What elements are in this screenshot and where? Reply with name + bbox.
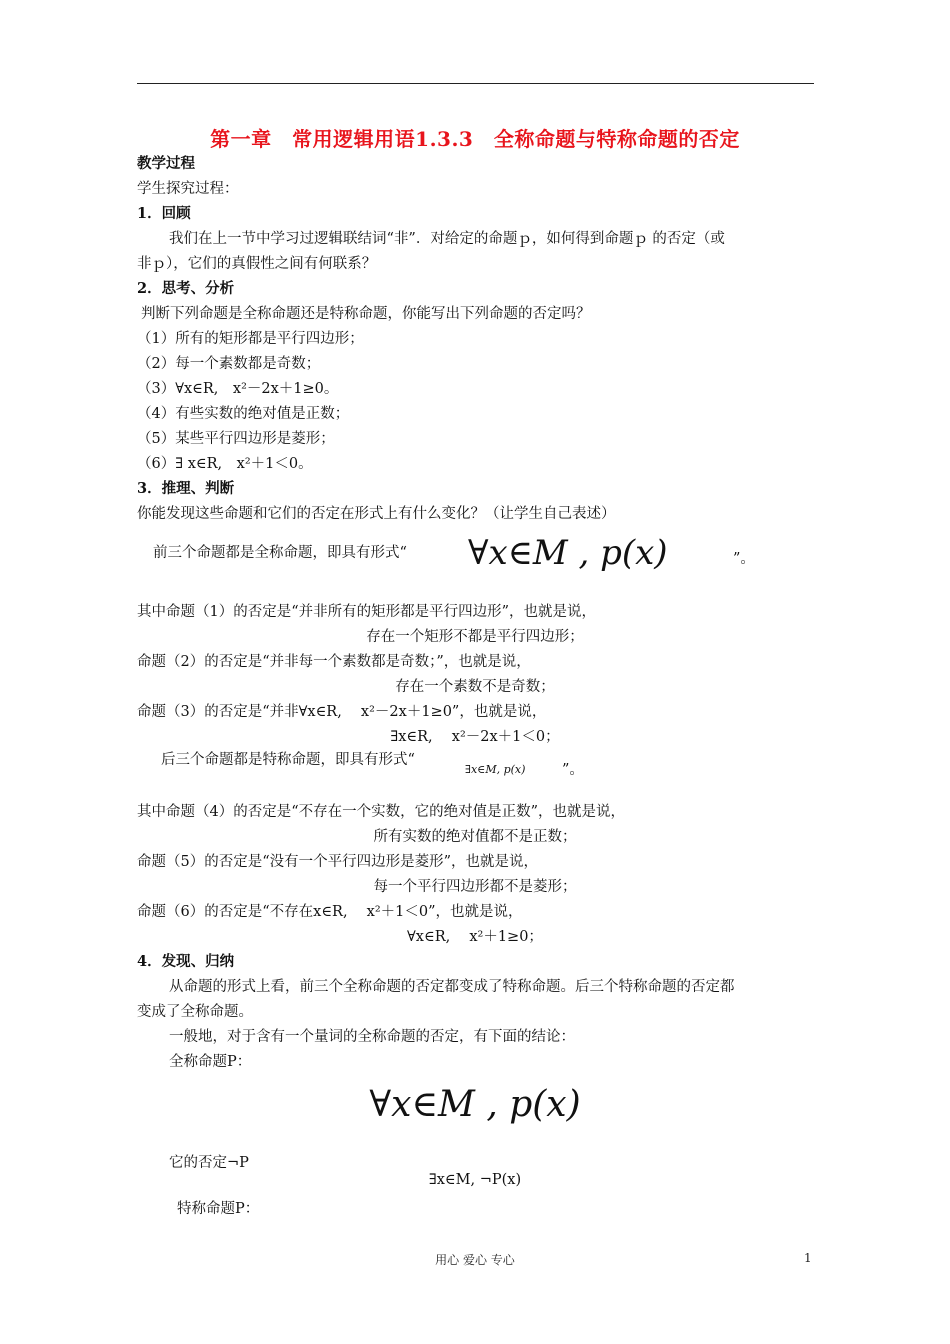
- last-three-post: ”。: [562, 762, 584, 778]
- page-number: 1: [804, 1251, 812, 1265]
- think-intro: 判断下列命题是全称命题还是特称命题，你能写出下列命题的否定吗？: [141, 306, 591, 322]
- negation-3-a: 命题（3）的否定是“并非∀x∈R, x²－2x＋1≥0”，也就是说，: [137, 704, 547, 720]
- negation-5-b: 每一个平行四边形都不是菱形；: [373, 879, 577, 895]
- negation-1-b: 存在一个矩形不都是平行四边形；: [366, 629, 584, 645]
- negation-3-b: ∃x∈R, x²－2x＋1＜0；: [390, 729, 560, 745]
- reason-question: 你能发现这些命题和它们的否定在形式上有什么变化？（让学生自己表述）: [137, 506, 616, 522]
- heading-reason: 3．推理、判断: [137, 480, 235, 497]
- universal-formula-large: ∀x∈M , p(x): [369, 1084, 581, 1125]
- discover-line-1: 从命题的形式上看，前三个全称命题的否定都变成了特称命题。后三个特称命题的否定都: [169, 979, 735, 995]
- first-three-pre: 前三个命题都是全称命题，即具有形式“: [153, 545, 407, 561]
- heading-review: 1．回顾: [137, 205, 191, 222]
- negation-2-a: 命题（2）的否定是“并非每一个素数都是奇数；”，也就是说，: [137, 654, 531, 670]
- proposition-5: （5）某些平行四边形是菱形；: [137, 431, 335, 447]
- last-three-pre: 后三个命题都是特称命题，即具有形式“: [161, 752, 415, 768]
- negation-6-a: 命题（6）的否定是“不存在x∈R, x²＋1＜0”，也就是说，: [137, 904, 523, 920]
- proposition-4: （4）有些实数的绝对值是正数；: [137, 406, 350, 422]
- proposition-3: （3）∀x∈R, x²－2x＋1≥0。: [137, 381, 339, 397]
- header-rule: [137, 83, 814, 84]
- student-process-label: 学生探究过程：: [137, 181, 239, 197]
- first-three-post: ”。: [733, 551, 755, 567]
- existential-formula: ∃x∈M, p(x): [465, 763, 526, 776]
- negation-5-a: 命题（5）的否定是“没有一个平行四边形是菱形”，也就是说，: [137, 854, 539, 870]
- discover-general: 一般地，对于含有一个量词的全称命题的否定，有下面的结论：: [169, 1029, 575, 1045]
- section-teaching-process: 教学过程: [137, 155, 195, 172]
- heading-think: 2．思考、分析: [137, 280, 235, 297]
- proposition-1: （1）所有的矩形都是平行四边形；: [137, 331, 364, 347]
- negation-4-a: 其中命题（4）的否定是“不存在一个实数，它的绝对值是正数”，也就是说，: [137, 804, 626, 820]
- review-line-2: 非ｐ），它们的真假性之间有何联系？: [137, 256, 377, 272]
- proposition-2: （2）每一个素数都是奇数；: [137, 356, 321, 372]
- negation-label: 它的否定¬P: [169, 1155, 249, 1171]
- review-line-1: 我们在上一节中学习过逻辑联结词“非”．对给定的命题ｐ，如何得到命题ｐ 的否定（或: [169, 231, 725, 247]
- negation-1-a: 其中命题（1）的否定是“并非所有的矩形都是平行四边形”，也就是说，: [137, 604, 597, 620]
- page-title: 第一章 常用逻辑用语1.3.3 全称命题与特称命题的否定: [210, 127, 740, 151]
- discover-line-2: 变成了全称命题。: [137, 1004, 253, 1020]
- negation-6-b: ∀x∈R, x²＋1≥0；: [407, 929, 543, 945]
- footer-motto: 用心 爱心 专心: [435, 1253, 515, 1267]
- proposition-6: （6）∃ x∈R, x²＋1＜0。: [137, 456, 313, 472]
- heading-discover: 4．发现、归纳: [137, 953, 235, 970]
- negation-4-b: 所有实数的绝对值都不是正数；: [373, 829, 577, 845]
- existential-proposition-label: 特称命题P：: [177, 1201, 260, 1217]
- universal-proposition-label: 全称命题P：: [169, 1054, 252, 1070]
- universal-formula: ∀x∈M , p(x): [468, 533, 668, 573]
- negation-2-b: 存在一个素数不是奇数；: [395, 679, 555, 695]
- negation-formula: ∃x∈M, ¬P(x): [428, 1172, 522, 1188]
